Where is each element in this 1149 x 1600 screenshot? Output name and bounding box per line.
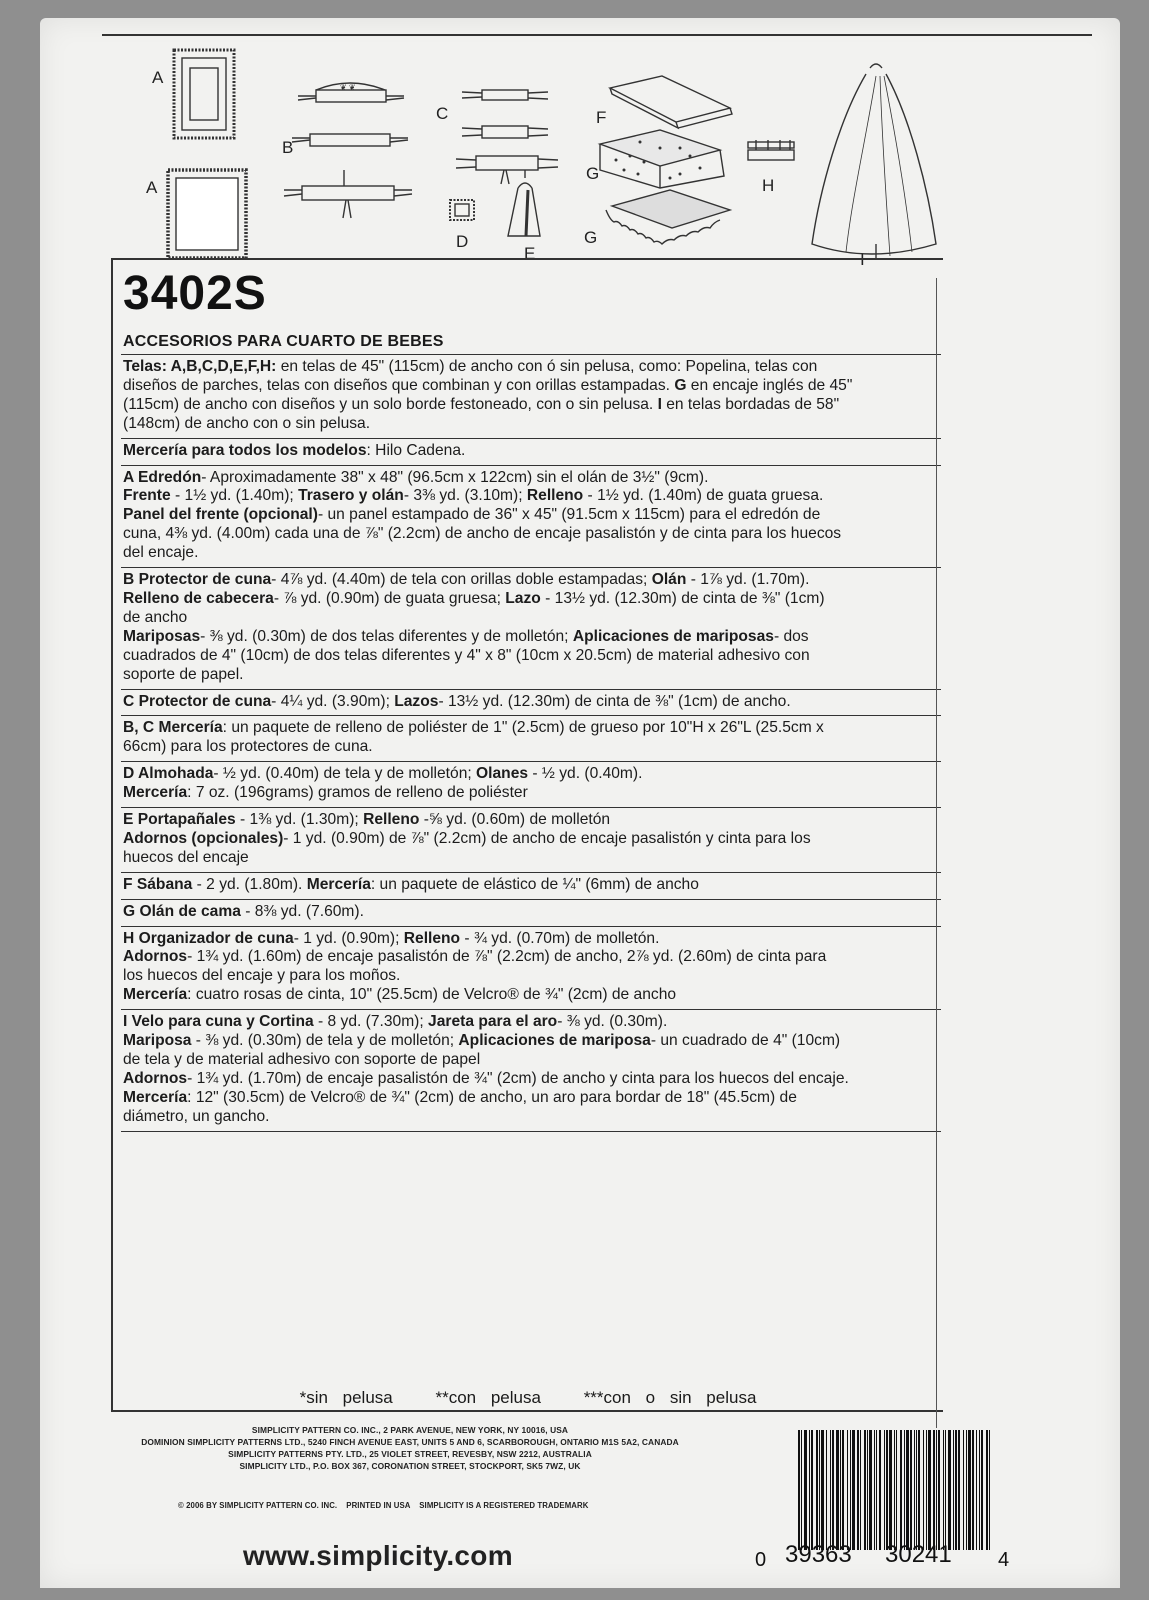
requirement-label: Mariposa <box>123 1032 192 1050</box>
requirement-label: Aplicaciones de mariposa <box>458 1032 651 1050</box>
barcode-bar <box>963 1430 964 1550</box>
requirement-line <box>123 903 939 922</box>
requirement-line <box>123 693 939 712</box>
address-line: DOMINION SIMPLICITY PATTERNS LTD., 5240 FINCH AVENUE EAST, UNITS 5 AND 6, SCARBOROUGH, ONTARIO M1S 5A2, CANADA <box>141 1437 679 1447</box>
requirement-section <box>121 808 941 873</box>
barcode-bar <box>943 1430 944 1550</box>
barcode-bar <box>847 1430 848 1550</box>
barcode-bar <box>938 1430 940 1550</box>
view-label-a: A <box>146 178 158 197</box>
requirement-section <box>121 900 941 927</box>
barcode-bar <box>918 1430 920 1550</box>
address-line: SIMPLICITY PATTERN CO. INC., 2 PARK AVENUE, NEW YORK, NY 10016, USA <box>251 1425 569 1435</box>
legend-either: ***con o sin pelusa <box>583 1388 757 1407</box>
requirement-line <box>123 666 939 685</box>
view-label-c: C <box>436 104 449 123</box>
barcode-bar <box>916 1430 917 1550</box>
barcode-bar <box>842 1430 844 1550</box>
requirement-text: - 1¾ yd. (1.70m) de encaje pasalistón de ¾" (2cm) de ancho y cinta para los huecos del encaje. <box>187 1069 849 1087</box>
barcode-bar <box>869 1430 872 1550</box>
requirement-line <box>123 377 939 396</box>
requirement-text: - dos <box>773 627 809 645</box>
bed-ruffle-drawing-g2 <box>606 190 730 244</box>
requirement-text: : cuatro rosas de cinta, 10" (25.5cm) de Velcro® de ¾" (2cm) de ancho <box>187 986 677 1004</box>
requirement-text: : Hilo Cadena. <box>366 441 466 459</box>
requirement-line <box>123 1108 939 1127</box>
requirement-text: - 1⅜ yd. (1.30m); <box>235 811 364 829</box>
barcode-bar <box>926 1430 927 1550</box>
barcode-bar <box>840 1430 841 1550</box>
requirement-line <box>123 765 939 784</box>
requirement-section <box>121 439 941 466</box>
requirement-label: Adornos (opcionales) <box>123 829 284 847</box>
view-illustrations <box>40 38 1120 270</box>
requirement-text: - 1 yd. (0.90m); <box>293 929 404 947</box>
barcode-graphic <box>740 1420 1000 1570</box>
requirement-text: - 13½ yd. (12.30m) de cinta de ⅜" (1cm) <box>540 589 825 607</box>
requirement-label: Telas: A,B,C,D,E,F,H: <box>123 358 277 375</box>
requirement-line <box>123 784 939 803</box>
requirement-line <box>123 1032 939 1051</box>
diaper-stacker-drawing-e <box>508 170 540 236</box>
requirement-text: - 3⅜ yd. (3.10m); <box>403 487 527 505</box>
barcode-group-1: 39363 <box>785 1541 852 1568</box>
requirement-label: I <box>657 395 662 413</box>
barcode-bar <box>860 1430 861 1550</box>
requirement-line <box>123 396 939 415</box>
barcode-bar <box>809 1430 810 1550</box>
requirement-label: Jareta para el aro <box>428 1013 558 1031</box>
pattern-envelope-back <box>40 18 1120 1588</box>
pillow-drawing-d <box>450 200 474 220</box>
publisher-addresses <box>100 1424 720 1472</box>
barcode-bar <box>879 1430 881 1550</box>
line-drawings <box>40 38 1120 270</box>
requirement-text: - 13½ yd. (12.30m) de cinta de ⅜" (1cm) de ancho. <box>438 692 791 710</box>
requirement-label: Lazo <box>505 589 541 607</box>
requirements-list <box>121 331 941 1132</box>
barcode-bar <box>953 1430 954 1550</box>
view-label-d: D <box>456 232 469 251</box>
barcode-bar <box>804 1430 807 1550</box>
requirement-text: : 12" (30.5cm) de Velcro® de ¾" (2cm) de ancho, un aro para bordar de 18" (45.5cm) de <box>187 1088 797 1106</box>
requirement-line <box>123 442 939 461</box>
bumper-drawing-c <box>456 90 558 184</box>
requirement-line <box>123 1070 939 1089</box>
requirement-section <box>121 690 941 717</box>
requirement-text: en telas bordadas de 58" <box>661 395 840 413</box>
requirement-text: - 1 yd. (0.90m) de ⅞" (2.2cm) de ancho de encaje pasalistón y cinta para los <box>283 829 811 847</box>
requirement-label: H Organizador de cuna <box>123 929 294 947</box>
website-url: www.simplicity.com <box>243 1540 513 1571</box>
barcode-bar <box>801 1430 802 1550</box>
requirements-sections <box>121 355 941 1132</box>
quilt-drawing-a1 <box>174 50 234 138</box>
barcode-bar <box>852 1430 855 1550</box>
requirement-section <box>121 466 941 569</box>
top-rule <box>102 34 1092 36</box>
requirement-line <box>123 719 939 738</box>
requirement-line <box>123 571 939 590</box>
requirement-text: -⅝ yd. (0.60m) de molletón <box>419 811 611 829</box>
requirement-label: Panel del frente (opcional) <box>123 506 318 524</box>
requirement-line <box>123 948 939 967</box>
requirement-text: 66cm) para los protectores de cuna. <box>123 738 373 756</box>
barcode-bar <box>972 1430 974 1550</box>
requirement-text: cuadrados de 4" (10cm) de dos telas diferentes y 4" x 8" (10cm x 20.5cm) de material adhesivo con <box>123 646 810 664</box>
requirement-text: diseños de parches, telas con diseños que combinan y con orillas estampadas. <box>123 376 675 394</box>
requirement-line <box>123 930 939 949</box>
requirement-label: G Olán de cama <box>123 902 241 920</box>
requirement-section <box>121 716 941 762</box>
crib-canopy-drawing-i <box>812 64 936 260</box>
requirement-label: Mercería <box>123 784 188 802</box>
barcode-bar <box>904 1430 905 1550</box>
requirement-text: - 4⅞ yd. (4.40m) de tela con orillas doble estampadas; <box>271 571 652 589</box>
requirement-label: Mercería <box>123 1088 188 1106</box>
requirement-text: diámetro, un gancho. <box>123 1107 270 1125</box>
requirement-text: (148cm) de ancho con o sin pelusa. <box>123 414 371 432</box>
barcode-bar <box>867 1430 868 1550</box>
view-label-e: E <box>524 244 536 263</box>
requirement-text: - Aproximadamente 38" x 48" (96.5cm x 122cm) sin el olán de 3½" (9cm). <box>201 468 709 486</box>
requirement-line <box>123 1013 939 1032</box>
requirement-line <box>123 506 939 525</box>
barcode-bar <box>889 1430 892 1550</box>
requirement-label: E Portapañales <box>123 811 236 829</box>
requirement-label: C Protector de cuna <box>123 692 272 710</box>
requirement-text: los huecos del encaje y para los moños. <box>123 967 401 985</box>
requirement-text: : 7 oz. (196grams) gramos de relleno de poliéster <box>187 784 528 802</box>
address-line: SIMPLICITY PATTERNS PTY. LTD., 25 VIOLET STREET, REVESBY, NSW 2212, AUSTRALIA <box>228 1449 592 1459</box>
requirement-line <box>123 1089 939 1108</box>
requirement-text: - ⅜ yd. (0.30m). <box>557 1013 668 1031</box>
requirement-section <box>121 873 941 900</box>
document-heading: ACCESORIOS PARA CUARTO DE BEBES <box>121 331 941 355</box>
barcode-bar <box>896 1430 897 1550</box>
requirement-label: B, C Mercería <box>123 719 223 737</box>
requirement-label: Aplicaciones de mariposas <box>572 627 774 645</box>
view-label-f: F <box>596 108 607 127</box>
yardage-panel <box>111 258 943 1412</box>
requirement-label: Mariposas <box>123 627 201 645</box>
requirement-line <box>123 811 939 830</box>
barcode-check-digit: 4 <box>998 1549 1010 1571</box>
barcode-bar <box>894 1430 895 1550</box>
requirement-line <box>123 544 939 563</box>
requirement-label: Mercería <box>306 875 371 893</box>
requirement-text: : un paquete de relleno de poliéster de 1" (2.5cm) de grueso por 10"H x 26"L (25.5cm x <box>222 719 824 737</box>
barcode-bar <box>900 1430 902 1550</box>
requirement-label: Lazos <box>394 692 439 710</box>
requirement-label: B Protector de cuna <box>123 571 272 589</box>
requirement-text: - ½ yd. (0.40m) de tela y de molletón; <box>213 765 477 783</box>
requirement-label: Relleno <box>403 929 461 947</box>
barcode-bar <box>906 1430 909 1550</box>
requirement-label: Frente <box>123 487 171 505</box>
requirement-text: - 1⅞ yd. (1.70m). <box>686 571 810 589</box>
barcode-bar <box>968 1430 971 1550</box>
requirement-line <box>123 469 939 488</box>
requirement-text: cuna, 4⅜ yd. (4.00m) cada una de ⅞" (2.2cm) de ancho de encaje pasalistón y de cinta para los huecos <box>123 525 842 543</box>
requirement-text: : un paquete de elástico de ¼" (6mm) de ancho <box>370 875 699 893</box>
requirement-text: en encaje inglés de 45" <box>686 376 853 394</box>
pattern-number: 3402S <box>123 267 267 320</box>
requirement-text: de ancho <box>123 608 188 626</box>
barcode-bar <box>986 1430 988 1550</box>
barcode-bar <box>979 1430 980 1550</box>
requirement-line <box>123 487 939 506</box>
barcode-bar <box>955 1430 957 1550</box>
barcode-bar <box>874 1430 875 1550</box>
barcode-bar <box>966 1430 967 1550</box>
svg-text:❦ ❦: ❦ ❦ <box>340 83 356 92</box>
requirement-text: - un cuadrado de 4" (10cm) <box>650 1032 841 1050</box>
requirement-line <box>123 967 939 986</box>
requirement-section <box>121 568 941 689</box>
requirement-section <box>121 1010 941 1131</box>
requirement-line <box>123 738 939 757</box>
bed-ruffle-drawing-g1 <box>600 130 724 188</box>
requirement-label: Relleno de cabecera <box>123 589 274 607</box>
barcode-bar <box>830 1430 831 1550</box>
barcode-bar <box>836 1430 839 1550</box>
bumper-drawing-b <box>284 83 412 218</box>
requirement-text: - 1½ yd. (1.40m) de guata gruesa. <box>583 487 824 505</box>
barcode-bar <box>886 1430 888 1550</box>
requirement-section <box>121 762 941 808</box>
requirement-line <box>123 1051 939 1070</box>
requirement-label: Olán <box>651 571 687 589</box>
view-label-a: A <box>152 68 164 87</box>
requirement-text: huecos del encaje <box>123 848 249 866</box>
nap-legend <box>113 1388 943 1408</box>
requirement-label: Adornos <box>123 1069 188 1087</box>
requirement-text: - ⅜ yd. (0.30m) de dos telas diferentes y de molletón; <box>200 627 573 645</box>
requirement-label: Mercería para todos los modelos <box>123 441 367 459</box>
quilt-drawing-a2 <box>168 170 246 258</box>
barcode-bar <box>816 1430 818 1550</box>
requirement-text: (115cm) de ancho con diseños y un solo borde festoneado, con o sin pelusa. <box>123 395 658 413</box>
requirement-label: Relleno <box>363 811 420 829</box>
requirement-text: del encaje. <box>123 544 199 562</box>
requirement-line <box>123 525 939 544</box>
requirement-label: Mercería <box>123 986 188 1004</box>
requirement-text: en telas de 45" (115cm) de ancho con ó sin pelusa, como: Popelina, telas con <box>276 358 818 375</box>
view-label-h: H <box>762 176 775 195</box>
requirement-line <box>123 358 939 377</box>
barcode-bar <box>976 1430 977 1550</box>
view-label-g: G <box>586 164 600 183</box>
barcode-bar <box>826 1430 827 1550</box>
requirement-label: I Velo para cuna y Cortina <box>123 1013 314 1031</box>
requirement-section <box>121 355 941 439</box>
address-line: SIMPLICITY LTD., P.O. BOX 367, CORONATION STREET, STOCKPORT, SK5 7WZ, UK <box>239 1461 581 1471</box>
requirement-text: de tela y de material adhesivo con soporte de papel <box>123 1051 481 1068</box>
requirement-line <box>123 590 939 609</box>
requirement-text: - 8 yd. (7.30m); <box>313 1013 429 1031</box>
requirement-line <box>123 609 939 628</box>
barcode-bar <box>821 1430 824 1550</box>
legend-no-nap: *sin pelusa <box>299 1388 393 1407</box>
right-margin-rule <box>936 278 937 1428</box>
requirement-text: - 2 yd. (1.80m). <box>192 875 307 893</box>
view-label-b: B <box>282 138 294 157</box>
crib-organizer-drawing-h <box>748 140 794 160</box>
barcode-bar <box>914 1430 915 1550</box>
barcode-bar <box>958 1430 960 1550</box>
legend-with-nap: **con pelusa <box>435 1388 541 1407</box>
barcode-bar <box>811 1430 813 1550</box>
requirement-line <box>123 647 939 666</box>
view-label-i: I <box>860 250 865 269</box>
barcode-bar <box>857 1430 859 1550</box>
requirement-text: - 4¼ yd. (3.90m); <box>271 692 395 710</box>
view-label-g: G <box>584 228 598 247</box>
requirement-line <box>123 830 939 849</box>
requirement-text: - ⅜ yd. (0.30m) de tela y de molletón; <box>191 1032 459 1050</box>
requirement-line <box>123 628 939 647</box>
requirement-line <box>123 849 939 868</box>
barcode-bar <box>819 1430 820 1550</box>
requirement-label: G <box>674 376 687 394</box>
barcode-bar <box>798 1430 800 1550</box>
barcode-group-2: 30241 <box>885 1541 952 1568</box>
requirement-text: - ⅞ yd. (0.90m) de guata gruesa; <box>273 589 506 607</box>
requirement-label: Trasero y olán <box>298 487 404 505</box>
requirement-text: - ¾ yd. (0.70m) de molletón. <box>460 929 660 947</box>
requirement-label: Olanes <box>476 765 529 783</box>
barcode-bar <box>933 1430 935 1550</box>
requirement-text: - 1½ yd. (1.40m); <box>170 487 299 505</box>
barcode-bar <box>884 1430 885 1550</box>
barcode-lead-digit: 0 <box>755 1549 767 1571</box>
barcode-bar <box>989 1430 990 1550</box>
barcode-bar <box>928 1430 931 1550</box>
barcode-bar <box>948 1430 951 1550</box>
requirement-line <box>123 986 939 1005</box>
barcode-bar <box>923 1430 924 1550</box>
requirement-text: - un panel estampado de 36" x 45" (91.5cm x 115cm) para el edredón de <box>317 506 821 524</box>
copyright-line: © 2006 BY SIMPLICITY PATTERN CO. INC. PRINTED IN USA SIMPLICITY IS A REGISTERED TRADEMARK <box>178 1501 589 1510</box>
requirement-text: - 1¾ yd. (1.60m) de encaje pasalistón de ⅞" (2.2cm) de ancho, 2⅞ yd. (2.60m) de cinta para <box>187 948 827 966</box>
requirement-line <box>123 876 939 895</box>
barcode-bar <box>910 1430 912 1550</box>
barcode-bar <box>936 1430 937 1550</box>
requirement-label: Relleno <box>526 487 584 505</box>
requirement-section <box>121 927 941 1011</box>
requirement-label: Adornos <box>123 948 188 966</box>
requirement-label: F Sábana <box>123 875 193 893</box>
requirement-text: soporte de papel. <box>123 665 244 683</box>
barcode-bar <box>832 1430 834 1550</box>
requirement-label: A Edredón <box>123 468 202 486</box>
requirement-text: - 8⅜ yd. (7.60m). <box>240 902 364 920</box>
barcode-bar <box>945 1430 946 1550</box>
requirement-label: D Almohada <box>123 765 214 783</box>
requirement-text: - ½ yd. (0.40m). <box>528 765 643 783</box>
barcode-bar <box>850 1430 851 1550</box>
barcode-bar <box>981 1430 983 1550</box>
requirement-line <box>123 415 939 434</box>
barcode-bar <box>864 1430 866 1550</box>
sheet-drawing-f <box>610 76 732 128</box>
barcode-bar <box>876 1430 877 1550</box>
